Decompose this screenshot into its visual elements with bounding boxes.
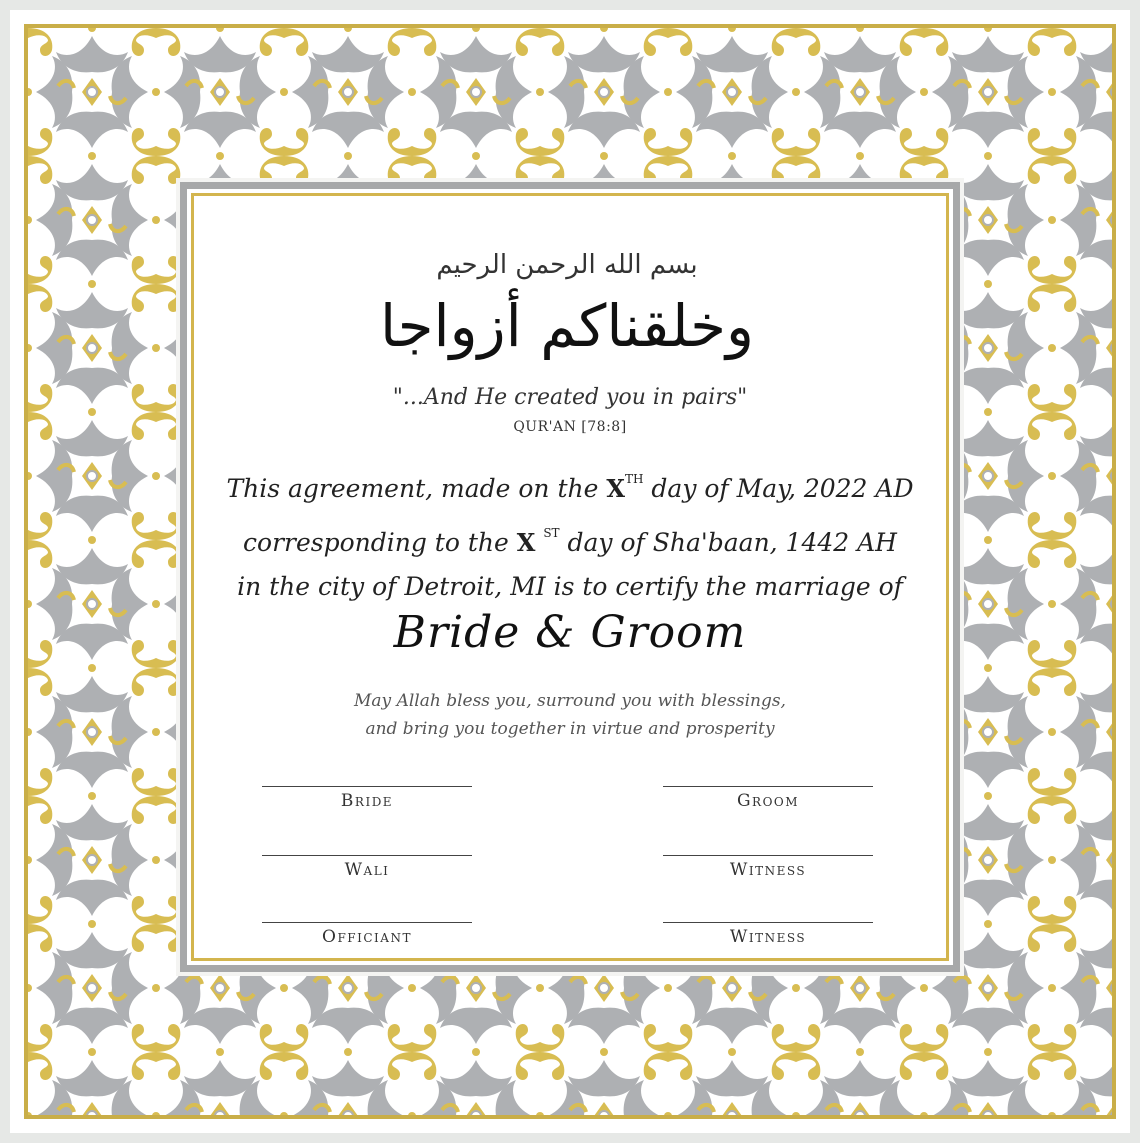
verse-arabic-text: وخلقناكم أزواجا <box>380 292 754 360</box>
certificate-panel <box>180 182 960 972</box>
agreement-text <box>187 457 953 609</box>
line2-suffix: day of Sha'baan, 1442 AH <box>567 528 897 557</box>
couple-names: Bride & Groom <box>393 607 747 658</box>
signature-line-officiant: Officiant <box>262 922 472 947</box>
blessing-line-2: and bring you together in virtue and prosperity <box>365 719 775 739</box>
signature-line-witness-2: Witness <box>663 922 873 947</box>
quote-translation: "...And He created you in pairs" <box>392 385 748 410</box>
blessing-line-1: May Allah bless you, surround you with blessings, <box>354 691 786 711</box>
signature-line-groom: Groom <box>663 786 873 811</box>
certificate-content <box>187 189 953 965</box>
agreement-line-3: in the city of Detroit, MI is to certify the marriage of <box>237 572 903 601</box>
signature-line-witness-1: Witness <box>663 855 873 880</box>
blessing-text <box>187 687 953 743</box>
line1-suffix: day of May, 2022 AD <box>651 474 914 503</box>
hijri-day-placeholder: X <box>516 528 536 557</box>
agreement-line-1 <box>187 457 953 511</box>
signature-line-bride: Bride <box>262 786 472 811</box>
quote-reference: QUR'AN [78:8] <box>513 419 627 435</box>
line1-prefix: This agreement, made on the <box>226 474 599 503</box>
line2-prefix: corresponding to the <box>243 528 509 557</box>
agreement-line-2 <box>187 511 953 565</box>
hijri-day-suffix: ST <box>543 526 560 540</box>
bismillah-text: بسم الله الرحمن الرحيم <box>436 250 698 280</box>
certificate-sheet <box>10 10 1130 1133</box>
arabic-calligraphy <box>377 221 757 371</box>
signature-line-wali: Wali <box>262 855 472 880</box>
day-placeholder: X <box>606 474 625 503</box>
day-suffix: TH <box>624 472 644 486</box>
